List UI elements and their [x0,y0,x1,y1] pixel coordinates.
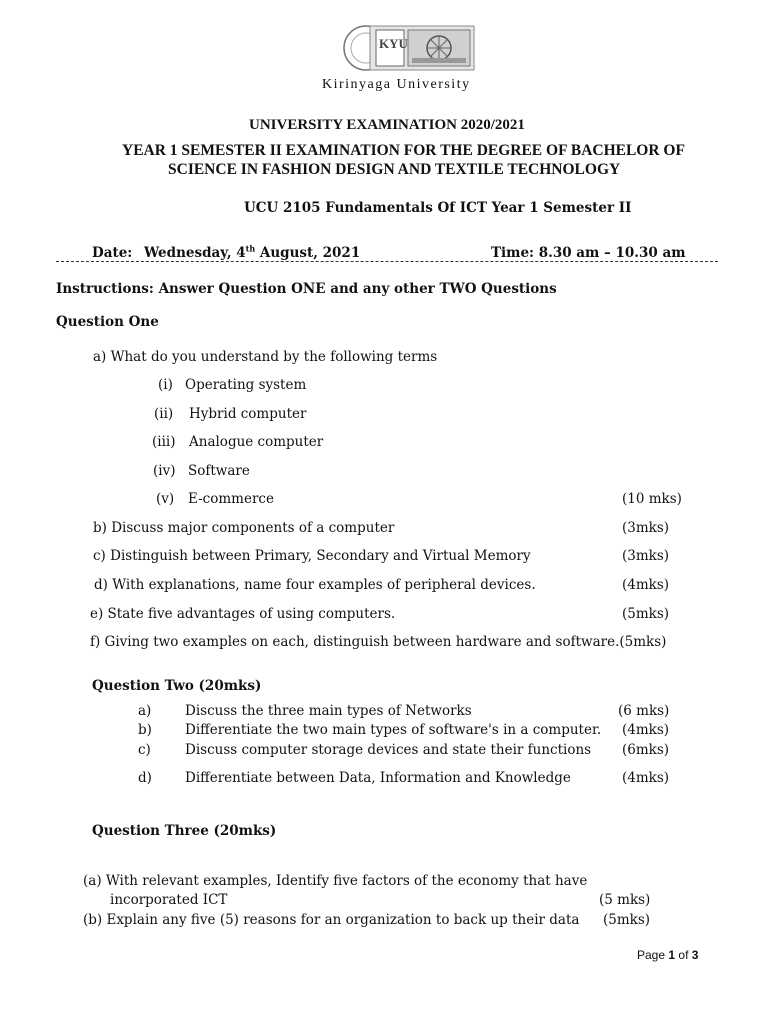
marks-label: (5mks) [603,912,651,928]
exam-date: Wednesday, 4th August, 2021 [144,243,361,261]
marks-label: (6 mks) [618,703,670,719]
degree-line-1: YEAR 1 SEMESTER II EXAMINATION FOR THE DEGREE OF BACHELOR OF [122,142,685,159]
exam-time: Time: 8.30 am – 10.30 am [491,245,686,261]
item-number: c) [138,742,151,758]
term-number: (v) [156,491,175,507]
marks-label: (4mks) [622,577,670,593]
question-three-title: Question Three (20mks) [92,823,277,839]
q1-part-f: f) Giving two examples on each, distinguish between hardware and software.(5mks) [90,634,667,650]
page-number: Page 1 of 3 [637,948,699,962]
marks-label: (5 mks) [599,892,651,908]
term-text: Operating system [185,377,307,393]
q1-part-e: e) State five advantages of using computers. [90,606,396,622]
university-crest-icon [340,22,480,74]
item-text: Differentiate the two main types of software's in a computer. [185,722,602,738]
item-text: Differentiate between Data, Information and Knowledge [185,770,571,786]
term-text: Hybrid computer [189,406,307,422]
question-two-title: Question Two (20mks) [92,678,262,694]
logo-initials: KYU [379,36,408,51]
question-one-title: Question One [56,314,159,330]
item-number: d) [138,770,152,786]
item-number: b) [138,722,152,738]
date-label: Date: [92,245,133,261]
marks-label: (10 mks) [622,491,682,507]
marks-label: (3mks) [622,548,670,564]
q1-part-c: c) Distinguish between Primary, Secondary and Virtual Memory [93,548,531,564]
q1-part-a: a) What do you understand by the following terms [93,349,438,365]
marks-label: (3mks) [622,520,670,536]
university-logo [340,22,480,74]
item-text: Discuss computer storage devices and state their functions [185,742,592,758]
marks-label: (4mks) [622,722,670,738]
university-name: Kirinyaga University [322,77,471,92]
term-number: (iv) [153,463,176,479]
term-number: (iii) [152,434,176,450]
item-number: a) [138,703,152,719]
instructions: Instructions: Answer Question ONE and any other TWO Questions [56,281,557,297]
term-text: E-commerce [188,491,274,507]
q3-part-a-cont: incorporated ICT [110,892,228,908]
q1-part-d: d) With explanations, name four examples of peripheral devices. [94,577,536,593]
marks-label: (4mks) [622,770,670,786]
divider-line [56,261,718,262]
term-number: (i) [158,377,173,393]
item-text: Discuss the three main types of Networks [185,703,472,719]
exam-title: UNIVERSITY EXAMINATION 2020/2021 [249,117,525,133]
course-title: UCU 2105 Fundamentals Of ICT Year 1 Semester II [244,200,632,216]
marks-label: (6mks) [622,742,670,758]
q3-part-b: (b) Explain any five (5) reasons for an organization to back up their data [83,912,580,928]
term-number: (ii) [154,406,174,422]
degree-line-2: SCIENCE IN FASHION DESIGN AND TEXTILE TECHNOLOGY [168,161,621,178]
marks-label: (5mks) [622,606,670,622]
q3-part-a: (a) With relevant examples, Identify five factors of the economy that have [83,873,588,889]
q1-part-b: b) Discuss major components of a computer [93,520,395,536]
term-text: Software [188,463,250,479]
term-text: Analogue computer [189,434,324,450]
